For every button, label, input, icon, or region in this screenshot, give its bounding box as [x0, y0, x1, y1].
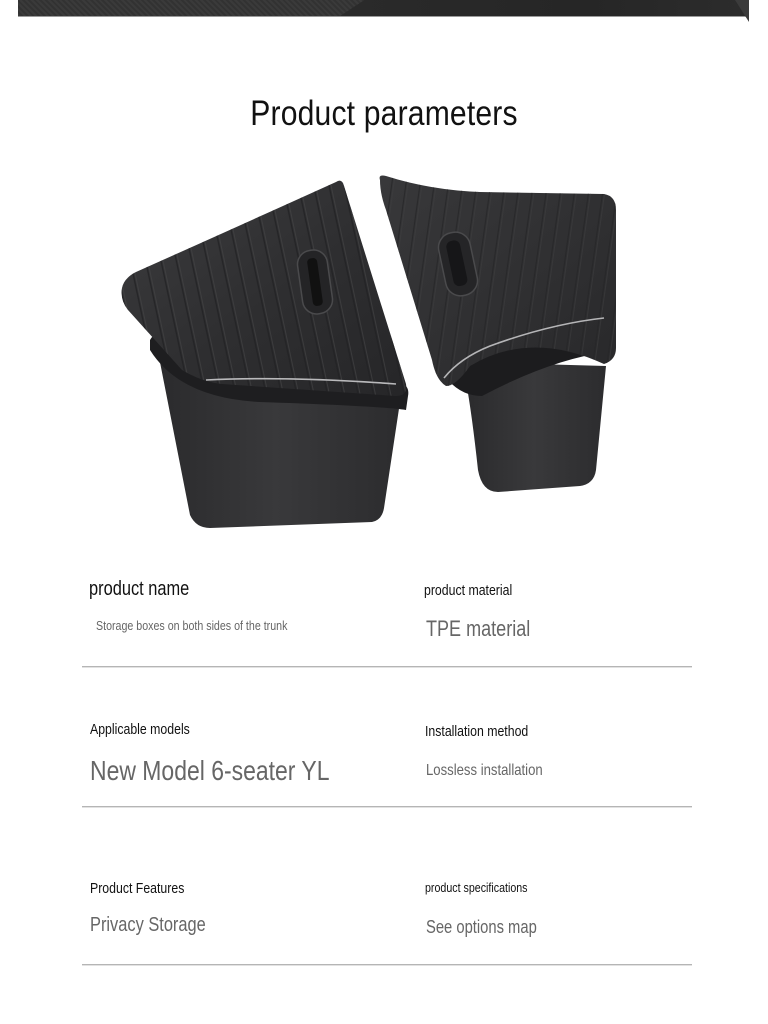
- product-specifications-label: product specifications: [425, 880, 528, 895]
- product-name-value: Storage boxes on both sides of the trunk: [96, 618, 288, 633]
- product-features-value: Privacy Storage: [90, 914, 206, 936]
- installation-method-value: Lossless installation: [426, 762, 543, 779]
- page-title: Product parameters: [250, 94, 518, 133]
- divider: [82, 806, 692, 807]
- installation-method-label: Installation method: [425, 723, 529, 740]
- divider: [82, 964, 692, 965]
- product-name-label: product name: [89, 578, 190, 600]
- applicable-models-label: Applicable models: [90, 721, 190, 738]
- product-features-label: Product Features: [90, 880, 185, 897]
- product-image: [110, 170, 640, 540]
- divider: [82, 666, 692, 667]
- top-banner-image: [18, 0, 748, 17]
- banner-dark-panel: [340, 0, 748, 16]
- product-specifications-value: See options map: [426, 917, 537, 937]
- applicable-models-value: New Model 6-seater YL: [90, 755, 330, 786]
- product-material-value: TPE material: [426, 616, 531, 641]
- product-material-label: product material: [424, 582, 513, 599]
